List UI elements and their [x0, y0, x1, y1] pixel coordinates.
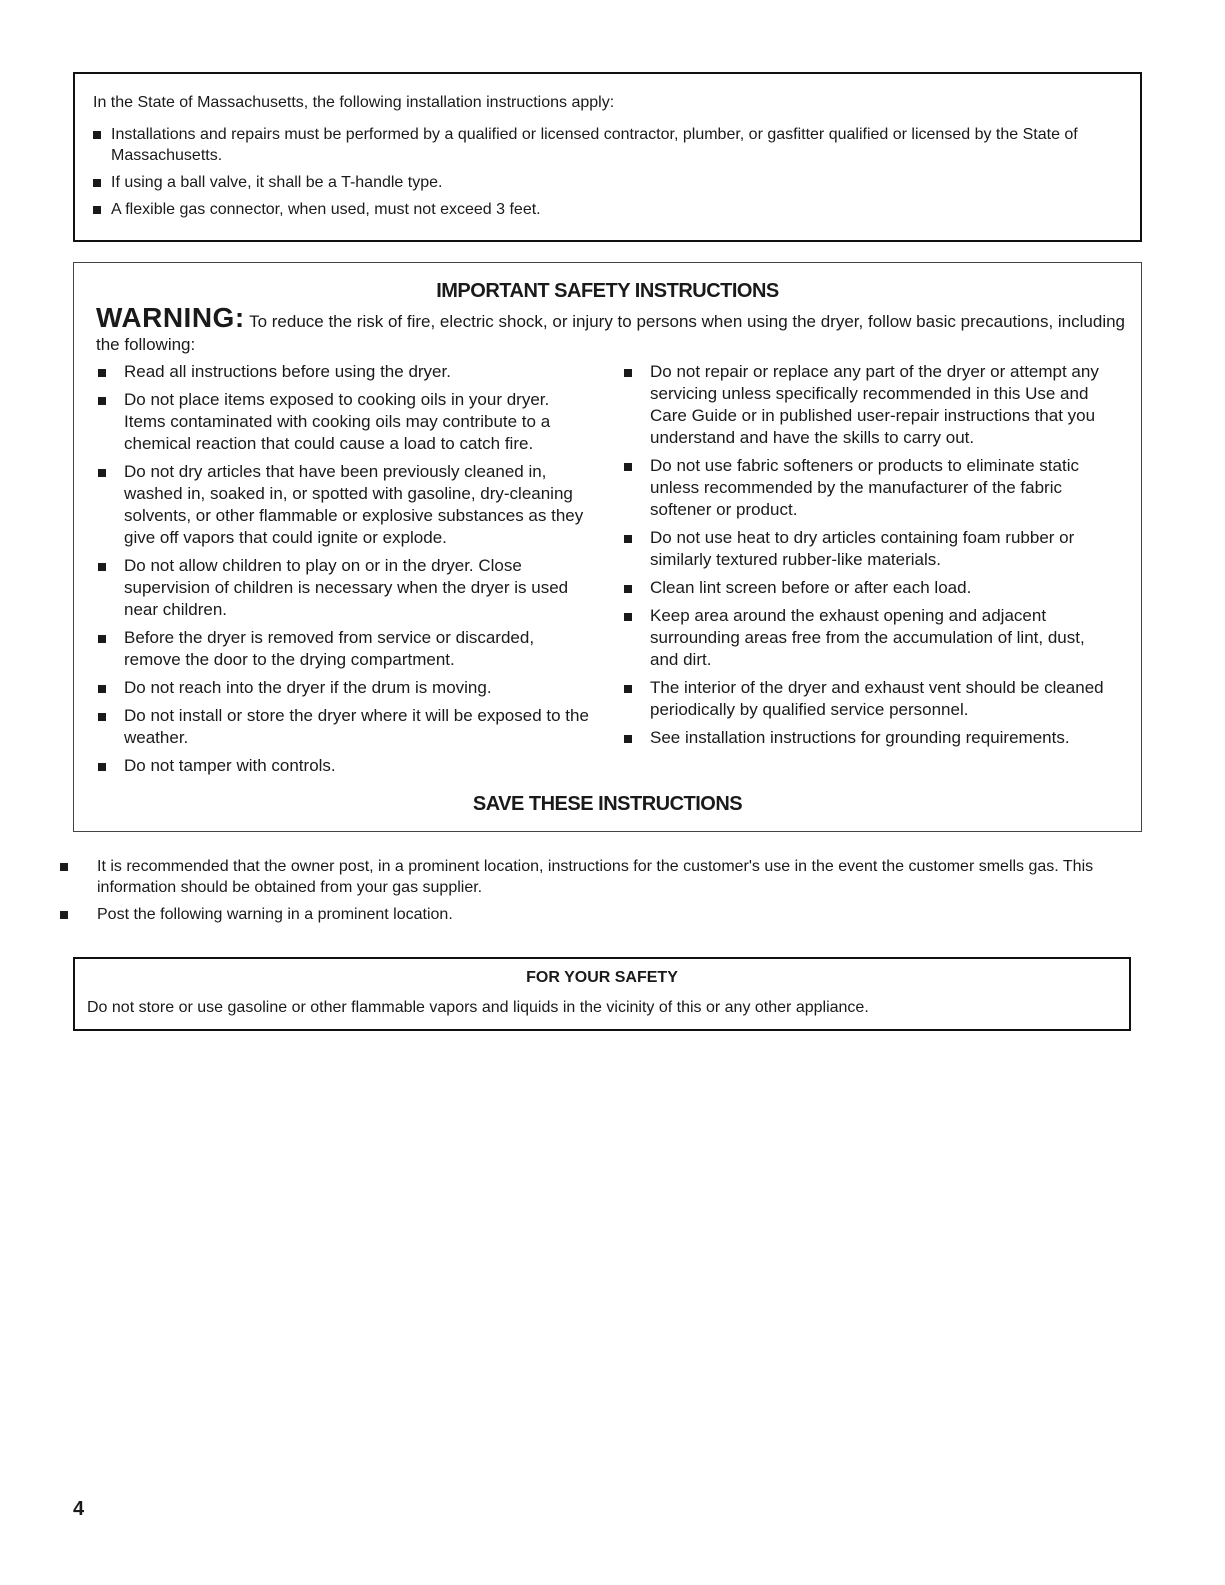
bullet-square-icon — [624, 735, 632, 743]
bullet-square-icon — [624, 463, 632, 471]
bullet-square-icon — [98, 763, 106, 771]
list-item: Installations and repairs must be performed by a qualified or licensed contractor, plumber, or gasfitter qualified or licensed by the State of Massachusetts. — [93, 124, 1113, 166]
gas-notice-list — [60, 856, 1140, 931]
list-item: See installation instructions for grounding requirements. — [620, 727, 1115, 749]
bullet-square-icon — [93, 179, 101, 187]
for-your-safety-title: FOR YOUR SAFETY — [526, 969, 678, 986]
list-item: The interior of the dryer and exhaust vent should be cleaned periodically by qualified service personnel. — [620, 677, 1115, 721]
list-item: Do not use fabric softeners or products to eliminate static unless recommended by the manufacturer of the fabric softener or product. — [620, 455, 1115, 521]
massachusetts-list — [93, 124, 1113, 226]
list-item: Read all instructions before using the dryer. — [94, 361, 594, 383]
bullet-square-icon — [624, 369, 632, 377]
warning-label: WARNING: — [96, 302, 245, 333]
list-item: Before the dryer is removed from service or discarded, remove the door to the drying compartment. — [94, 627, 594, 671]
bullet-square-icon — [93, 131, 101, 139]
bullet-square-icon — [624, 613, 632, 621]
bullet-square-icon — [60, 911, 68, 919]
list-item: Do not place items exposed to cooking oils in your dryer. Items contaminated with cooking oils may contribute to a chemical reaction that could cause a load to catch fire. — [94, 389, 594, 455]
bullet-square-icon — [624, 585, 632, 593]
save-instructions-title: SAVE THESE INSTRUCTIONS — [472, 793, 743, 815]
bullet-square-icon — [98, 369, 106, 377]
for-your-safety-text: Do not store or use gasoline or other flammable vapors and liquids in the vicinity of this or any other appliance. — [87, 999, 869, 1016]
list-item: Clean lint screen before or after each load. — [620, 577, 1115, 599]
list-item: Do not repair or replace any part of the dryer or attempt any servicing unless specifically recommended in this Use and Care Guide or in published user-repair instructions that you understand and have the skills to carry out. — [620, 361, 1115, 449]
bullet-square-icon — [98, 469, 106, 477]
safety-instructions-box — [73, 262, 1142, 832]
massachusetts-box — [73, 72, 1142, 242]
list-item: Do not reach into the dryer if the drum is moving. — [94, 677, 594, 699]
bullet-square-icon — [98, 563, 106, 571]
bullet-square-icon — [624, 685, 632, 693]
list-item: If using a ball valve, it shall be a T-handle type. — [93, 172, 1113, 193]
bullet-square-icon — [98, 685, 106, 693]
safety-list-left — [94, 361, 594, 783]
list-item: Do not use heat to dry articles containing foam rubber or similarly textured rubber-like materials. — [620, 527, 1115, 571]
bullet-square-icon — [98, 713, 106, 721]
for-your-safety-box — [73, 957, 1131, 1031]
bullet-square-icon — [93, 206, 101, 214]
list-item: Post the following warning in a prominent location. — [60, 904, 1140, 925]
list-item: Keep area around the exhaust opening and adjacent surrounding areas free from the accumulation of lint, dust, and dirt. — [620, 605, 1115, 671]
list-item: Do not install or store the dryer where it will be exposed to the weather. — [94, 705, 594, 749]
list-item: Do not dry articles that have been previously cleaned in, washed in, soaked in, or spotted with gasoline, dry-cleaning solvents, or other flammable or explosive substances as they give off vapors that could ignite or explode. — [94, 461, 594, 549]
page-number: 4 — [73, 1498, 85, 1520]
bullet-square-icon — [98, 397, 106, 405]
safety-list-right — [620, 361, 1115, 755]
warning-text: To reduce the risk of fire, electric shock, or injury to persons when using the dryer, follow basic precautions, including the following: — [96, 312, 1126, 354]
list-item: Do not tamper with controls. — [94, 755, 594, 777]
bullet-square-icon — [98, 635, 106, 643]
list-item: A flexible gas connector, when used, must not exceed 3 feet. — [93, 199, 1113, 220]
bullet-square-icon — [60, 863, 68, 871]
safety-title: IMPORTANT SAFETY INSTRUCTIONS — [436, 280, 779, 302]
warning-statement — [96, 302, 1126, 356]
massachusetts-intro: In the State of Massachusetts, the following installation instructions apply: — [93, 94, 615, 111]
bullet-square-icon — [624, 535, 632, 543]
list-item: Do not allow children to play on or in the dryer. Close supervision of children is necessary when the dryer is used near children. — [94, 555, 594, 621]
list-item: It is recommended that the owner post, in a prominent location, instructions for the customer's use in the event the customer smells gas. This information should be obtained from your gas supplier. — [60, 856, 1140, 898]
